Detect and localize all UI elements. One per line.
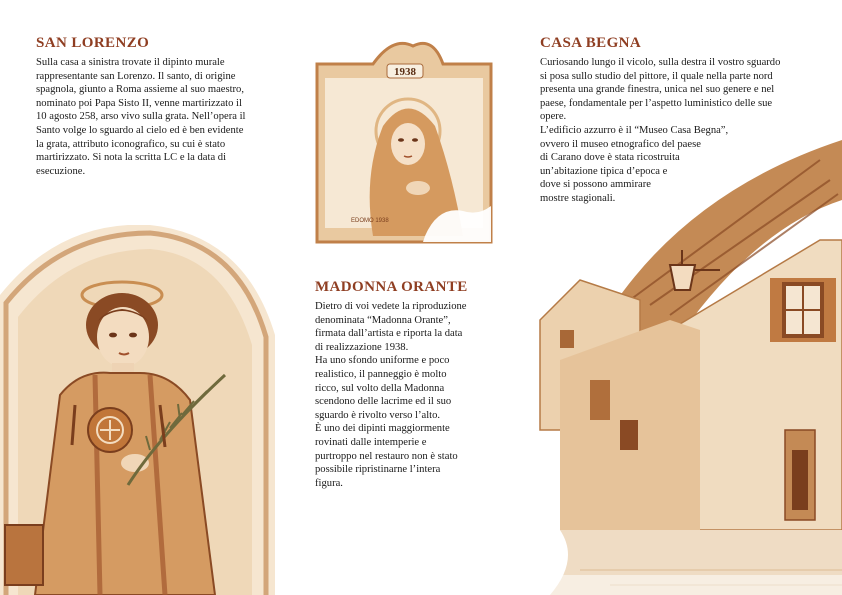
san-lorenzo-title: SAN LORENZO <box>36 35 150 51</box>
section-san-lorenzo <box>36 35 311 178</box>
casa-begna-body: Curiosando lungo il vicolo, sulla destra il vostro sguardo si posa sullo studio del pittore, il quale nella parte nord presenta una grande finestra, unica nel suo genere e nel paese, fondamentale per l’aspetto luministico delle sue opere. L’edificio azzurro è il “Museo Casa Begna”, ovvero il museo etnografico del paese di Carano dove è stata ricostruita un’abitazione tipica d’epoca e dove si possono ammirare mostre stagionali. <box>540 57 781 204</box>
madonna-orante-body: Dietro di voi vedete la riproduzione denominata “Madonna Orante”, firmata dall’artista e riporta la data di realizzazione 1938. Ha uno sfondo uniforme e poco realistico, il panneggio è molto ricco, sul volto della Madonna scendono delle lacrime ed il suo sguardo è rivolto verso l’alto. È uno dei dipinti maggiormente rovinati dalle intemperie e purtroppo nel restauro non è stato possibile ripristinarne l’intera figura. <box>315 301 467 489</box>
madonna-frame-year: 1938 <box>394 66 416 78</box>
madonna-signature: EDOMO 1938 <box>351 218 389 224</box>
casa-begna-title: CASA BEGNA <box>540 35 642 51</box>
section-madonna-orante <box>315 279 515 490</box>
san-lorenzo-body: Sulla casa a sinistra trovate il dipinto murale rappresentante san Lorenzo. Il santo, di origine spagnola, giunto a Roma assieme al suo maestro, nominato poi Papa Sisto II, venne martirizzato il 10 agosto 258, arso vivo sulla grata. Nell’opera il Santo volge lo sguardo al cielo ed è ben evidente la grata, attributo iconografico, su cui è stato martirizzato. Si nota la scritta LC e la data di esecuzione. <box>36 57 246 177</box>
madonna-orante-painting <box>313 36 497 248</box>
section-casa-begna <box>540 35 835 206</box>
madonna-orante-title: MADONNA ORANTE <box>315 279 468 295</box>
san-lorenzo-painting <box>0 225 280 595</box>
